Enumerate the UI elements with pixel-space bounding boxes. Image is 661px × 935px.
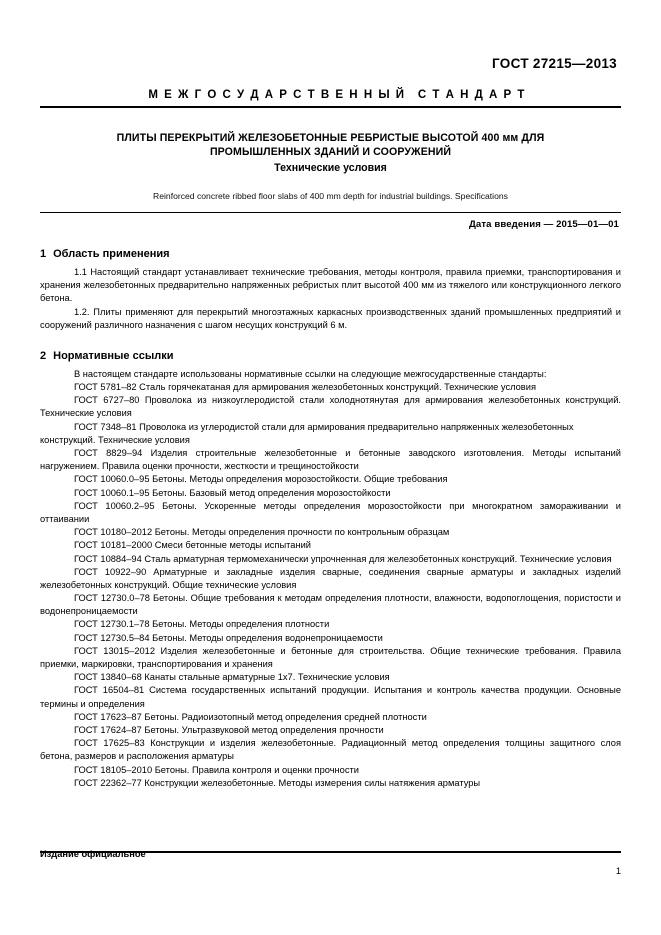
title-block: [40, 132, 621, 201]
page-title: ПЛИТЫ ПЕРЕКРЫТИЙ ЖЕЛЕЗОБЕТОННЫЕ РЕБРИСТЫЕ ВЫСОТОЙ 400 мм ДЛЯ ПРОМЫШЛЕННЫХ ЗДАНИЙ И СООРУЖЕНИЙ: [116, 132, 545, 158]
organization-line: М Е Ж Г О С У Д А Р С Т В Е Н Н Ы Й С Т А Н Д А Р Т: [148, 89, 525, 101]
reference-item: ГОСТ 10181–2000 Смеси бетонные методы испытаний: [74, 540, 311, 551]
section-number-1: 1: [40, 247, 47, 260]
section-title-1: Область применения: [53, 247, 170, 260]
introduction-date-block: [40, 212, 621, 230]
reference-item: ГОСТ 17625–83 Конструкции и изделия железобетонные. Радиационный метод определения толщины защитного слоя бетона, размеров и расположения арматуры: [40, 738, 621, 762]
reference-item: ГОСТ 10060.1–95 Бетоны. Базовый метод определения морозостойкости: [74, 487, 391, 498]
reference-item: ГОСТ 10060.0–95 Бетоны. Методы определения морозостойкости. Общие требования: [74, 474, 448, 485]
english-title: Reinforced concrete ribbed floor slabs of 400 mm depth for industrial buildings. Specifications: [153, 190, 508, 201]
reference-item: ГОСТ 12730.0–78 Бетоны. Общие требования к методам определения плотности, влажности, водопоглощения, пористости и водонепроницаемости: [40, 593, 621, 617]
page-subtitle: Технические условия: [274, 161, 387, 174]
page-content: [40, 0, 621, 935]
reference-item: ГОСТ 22362–77 Конструкции железобетонные. Методы измерения силы натяжения арматуры: [74, 777, 481, 788]
reference-item: ГОСТ 10922–90 Арматурные и закладные изделия сварные, соединения сварные арматуры и закладных изделий железобетонных конструкций. Общие технические условия: [40, 566, 621, 590]
reference-item: ГОСТ 12730.1–78 Бетоны. Методы определения плотности: [74, 619, 330, 630]
reference-item: ГОСТ 16504–81 Система государственных испытаний продукции. Испытания и контроль качества продукции. Основные термины и определения: [40, 685, 621, 709]
reference-item: ГОСТ 10884–94 Сталь арматурная термомеханически упрочненная для железобетонных конструкций. Технические условия: [74, 553, 612, 564]
section-heading-2: [40, 350, 621, 362]
section-2-intro: В настоящем стандарте использованы нормативные ссылки на следующие межгосударственные стандарты:: [74, 368, 547, 379]
official-edition-note: Издание официальное: [40, 849, 146, 859]
section-heading-1: [40, 248, 621, 260]
reference-item: ГОСТ 10180–2012 Бетоны. Методы определения прочности по контрольным образцам: [74, 527, 450, 538]
page-number: 1: [615, 866, 621, 876]
introduction-date: Дата введения — 2015—01—01: [469, 218, 619, 230]
reference-item: ГОСТ 17623–87 Бетоны. Радиоизотопный метод определения средней плотности: [74, 711, 427, 722]
reference-item: ГОСТ 5781–82 Сталь горячекатаная для армирования железобетонных конструкций. Технические условия: [74, 382, 536, 393]
section-1-body: [40, 266, 621, 332]
reference-item: ГОСТ 12730.5–84 Бетоны. Методы определения водонепроницаемости: [74, 632, 383, 643]
date-divider: [40, 212, 621, 213]
section-number-2: 2: [40, 349, 47, 362]
reference-item: ГОСТ 10060.2–95 Бетоны. Ускоренные методы определения морозостойкости при многократном замораживании и оттаивании: [40, 500, 621, 524]
reference-item: ГОСТ 13015–2012 Изделия железобетонные и бетонные для строительства. Общие технические требования. Правила приемки, маркировки, транспортирования и хранения: [40, 645, 621, 669]
header-divider: [40, 106, 621, 108]
section-2-body: [40, 368, 621, 790]
standard-number: ГОСТ 27215—2013: [492, 56, 617, 71]
reference-item: ГОСТ 17624–87 Бетоны. Ультразвуковой метод определения прочности: [74, 724, 384, 735]
reference-item: ГОСТ 13840–68 Канаты стальные арматурные 1х7. Технические условия: [74, 672, 390, 683]
paragraph-1-2: 1.2. Плиты применяют для перекрытий многоэтажных каркасных производственных зданий промышленных предприятий и сооружений различного назначения с шагом несущих конструкций 6 м.: [40, 306, 621, 330]
reference-item: ГОСТ 18105–2010 Бетоны. Правила контроля и оценки прочности: [74, 764, 359, 775]
paragraph-1-1: 1.1 Настоящий стандарт устанавливает технические требования, методы контроля, правила приемки, транспортирования и хранения железобетонных предварительно напряженных ребристых плит высотой 400 мм из тяжелого или конструкционного легкого бетона.: [40, 266, 621, 304]
reference-item: ГОСТ 8829–94 Изделия строительные железобетонные и бетонные заводского изготовления. Методы испытаний нагружением. Правила оценки прочности, жесткости и трещиностойкости: [40, 448, 621, 472]
section-title-2: Нормативные ссылки: [53, 349, 174, 362]
reference-item: ГОСТ 7348–81 Проволока из углеродистой стали для армирования предварительно напряженных железобетонных конструкций. Технические условия: [40, 421, 574, 445]
reference-item: ГОСТ 6727–80 Проволока из низкоуглеродистой стали холоднотянутая для армирования железобетонных конструкций. Технические условия: [40, 395, 621, 419]
